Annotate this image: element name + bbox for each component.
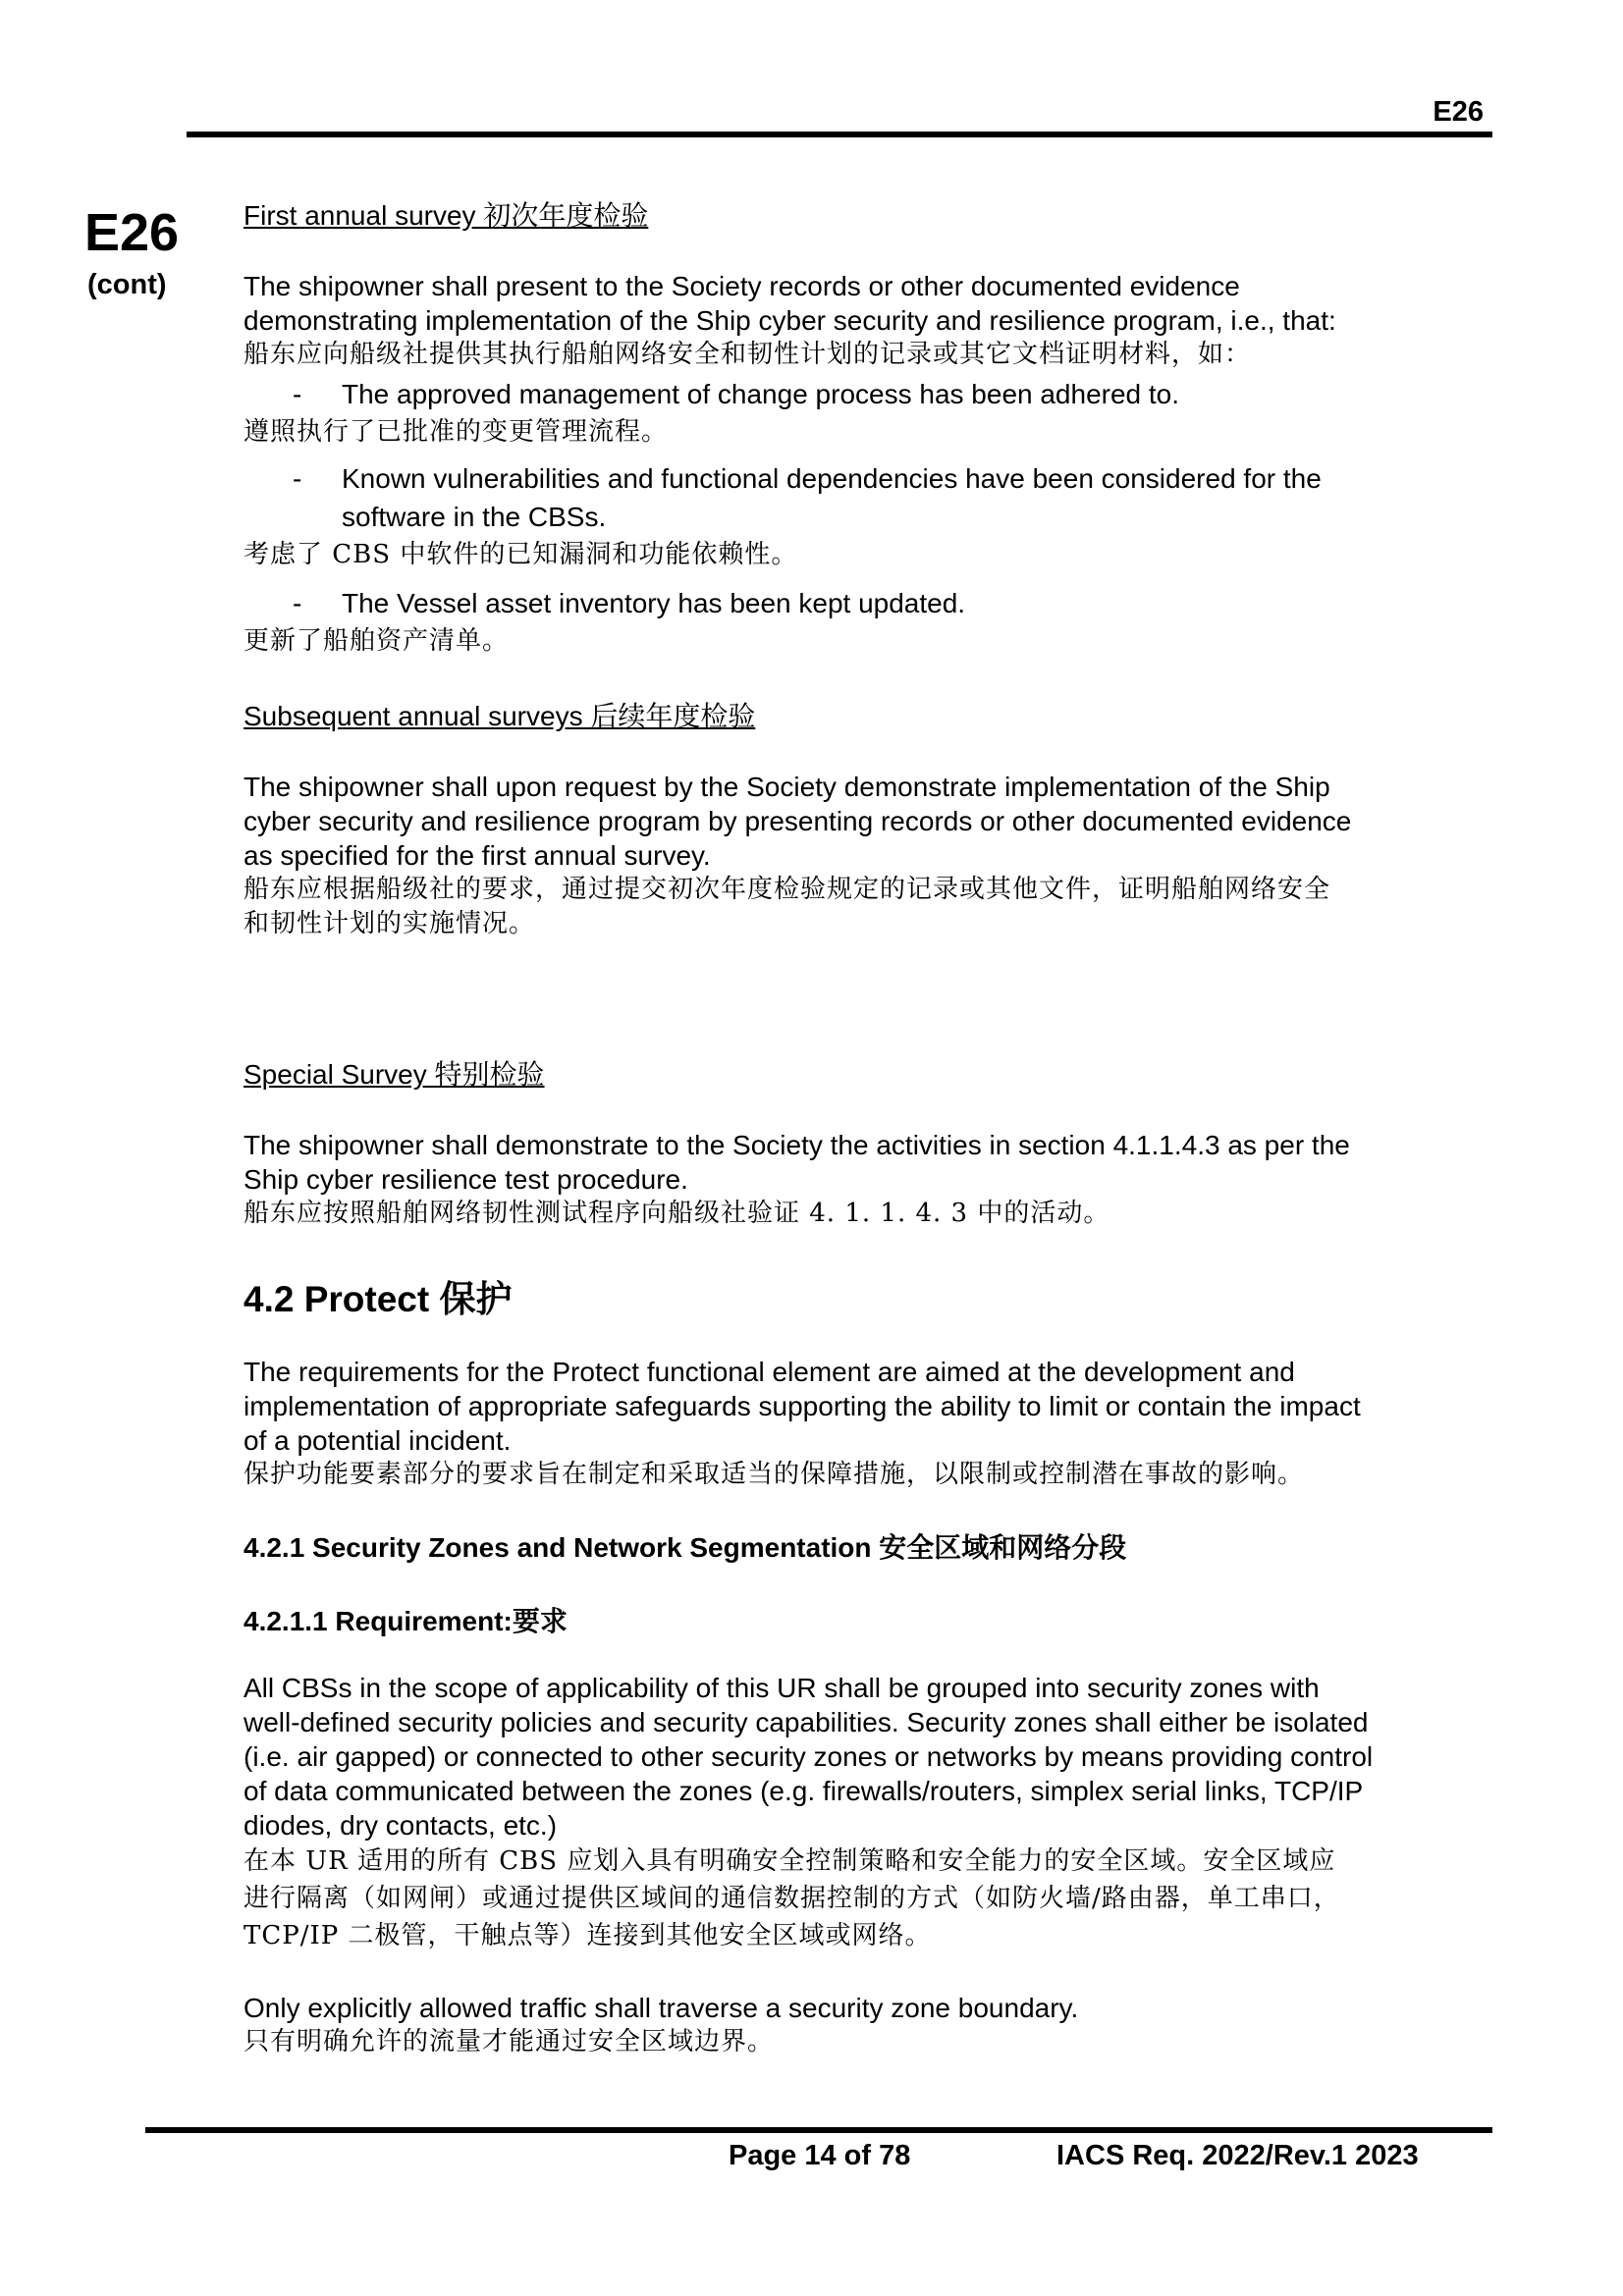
security-zones-boundary: Only explicitly allowed traffic shall traverse a security zone boundary. 只有明确允许的流量才能通过安全区域边界。: [243, 1993, 1079, 2056]
margin-cont: (cont): [87, 269, 167, 300]
special-survey-heading: Special Survey 特别检验: [243, 1059, 545, 1090]
footer-rule: [145, 2127, 1492, 2133]
requirement-heading: 4.2.1.1 Requirement:要求: [243, 1606, 568, 1636]
protect-heading: 4.2 Protect 保护: [243, 1279, 513, 1319]
security-zones-body: All CBSs in the scope of applicability of this UR shall be grouped into security zones with well-defined security policies and security capabilities. Security zones shall either be isolated (i.e. air gapped) or connected to other security zones or networks by means providing control of data communicated between the zones (e.g. firewalls/routers, simplex serial links, TCP/IP diodes, dry contacts, etc.) 在本 UR 适用的所有 CBS 应划入具有明确安全控制策略和安全能力的安全区域。安全区域应 进行隔离（如网闸）或通过提供区域间的通信数据控制的方式（如防火墙/路由器，单工串口， TCP/IP 二极管，干触点等）连接到其他安全区域或网络。: [243, 1673, 1374, 1950]
first-survey-bullet-2: - Known vulnerabilities and functional dependencies have been considered for the software in the CBSs. 考虑了 CBS 中软件的已知漏洞和功能依赖性。: [243, 463, 1322, 569]
first-survey-bullet-1: - The approved management of change process has been adhered to. 遵照执行了已批准的变更管理流程。: [243, 379, 1180, 447]
document-reference: IACS Req. 2022/Rev.1 2023: [1056, 2140, 1419, 2171]
header-rule: [187, 132, 1492, 137]
subsequent-survey-heading: Subsequent annual surveys 后续年度检验: [243, 701, 756, 731]
special-survey-body: The shipowner shall demonstrate to the Society the activities in section 4.1.1.4.3 as per the Ship cyber resilience test procedure. 船东应按照船舶网络韧性测试程序向船级社验证 4. 1. 1. 4. 3 中的活动。: [243, 1130, 1350, 1228]
protect-body: The requirements for the Protect functional element are aimed at the development and implementation of appropriate safeguards supporting the ability to limit or contain the impact of a potential incident. 保护功能要素部分的要求旨在制定和采取适当的保障措施，以限制或控制潜在事故的影响。: [243, 1357, 1361, 1489]
page-number: Page 14 of 78: [729, 2140, 911, 2171]
margin-code: E26: [84, 203, 180, 262]
first-survey-intro: The shipowner shall present to the Society records or other documented evidence demonstrating implementation of the Ship cyber security and resilience program, i.e., that: 船东应向船级社提供其执行船舶网络安全和韧性计划的记录或其它文档证明材料，如：: [243, 271, 1336, 369]
subsequent-survey-body: The shipowner shall upon request by the Society demonstrate implementation of the Ship cyber security and resilience program by presenting records or other documented evidence as specified for the first annual survey. 船东应根据船级社的要求，通过提交初次年度检验规定的记录或其他文件，证明船舶网络安全 和韧性计划的实施情况。: [243, 772, 1352, 938]
security-zones-heading: 4.2.1 Security Zones and Network Segmentation 安全区域和网络分段: [243, 1532, 1127, 1563]
first-survey-bullet-3: - The Vessel asset inventory has been kept updated. 更新了船舶资产清单。: [243, 588, 966, 656]
first-survey-heading: First annual survey 初次年度检验: [243, 200, 649, 231]
header-code: E26: [1433, 96, 1484, 128]
